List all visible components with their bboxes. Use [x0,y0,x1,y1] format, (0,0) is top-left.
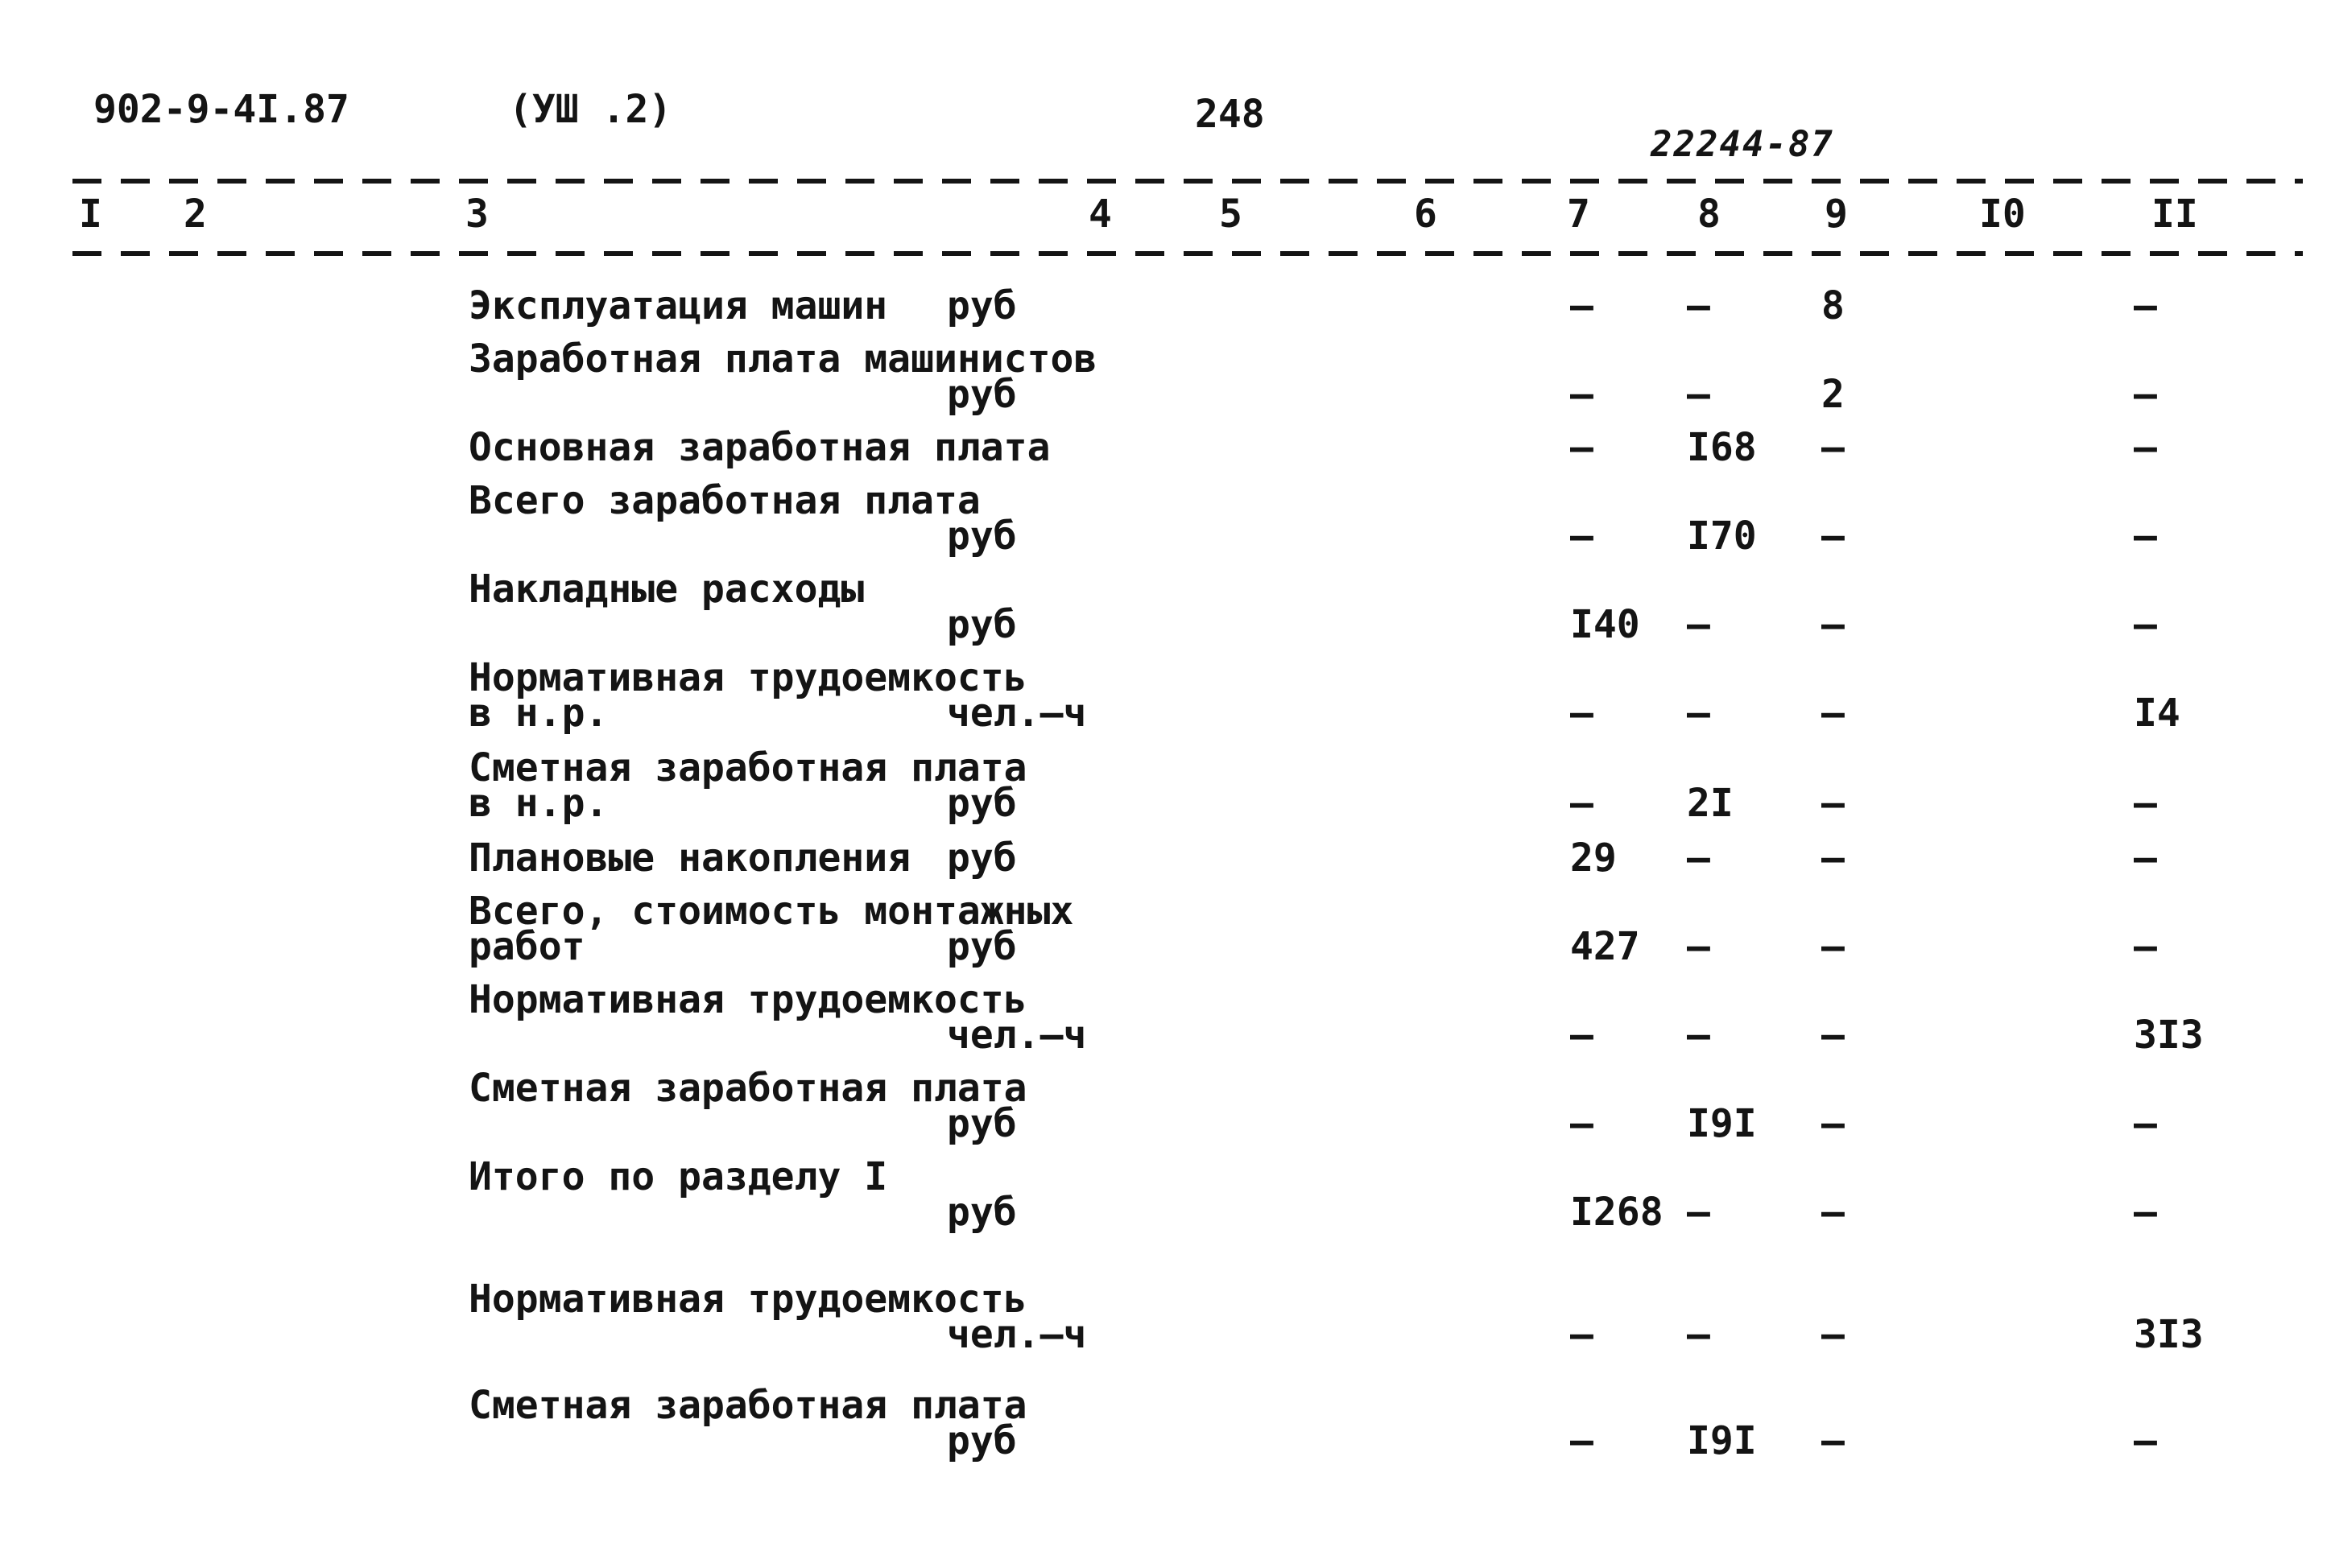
header-top-rule [72,179,2303,184]
cell-col11: – [2134,1418,2157,1463]
row-unit: руб [947,1101,1017,1146]
cell-col7: – [1570,1013,1593,1058]
row-unit: руб [947,836,1017,881]
cell-col9: – [1821,836,1845,881]
doc-code: 902-9-4I.87 [93,87,349,132]
row-label: работ [469,924,585,969]
col-header-11: II [2151,192,2198,237]
row-label: Заработная плата машинистов [469,336,1097,382]
col-header-5: 5 [1219,192,1242,237]
row-unit: руб [947,514,1017,559]
cell-col8: – [1687,1190,1710,1235]
row-label: Плановые накопления [469,836,911,881]
row-label: Основная заработная плата [469,425,1051,470]
cell-col8: – [1687,283,1710,328]
cell-col7: I40 [1570,602,1640,647]
cell-col11: – [2134,514,2157,559]
row-label: Всего заработная плата [469,478,981,523]
cell-col7: 29 [1570,836,1617,881]
cell-col8: I9I [1687,1101,1757,1146]
row-label: Итого по разделу I [469,1154,888,1199]
row-unit: руб [947,1418,1017,1463]
row-label: Эксплуатация машин [469,283,888,328]
cell-col11: – [2134,781,2157,826]
cell-col11: – [2134,425,2157,470]
cell-col8: – [1687,691,1710,736]
cell-col9: 8 [1821,283,1845,328]
row-unit: чел.–ч [947,691,1087,736]
cell-col11: – [2134,602,2157,647]
row-unit: руб [947,781,1017,826]
cell-col11: 3I3 [2134,1312,2204,1357]
cell-col7: I268 [1570,1190,1664,1235]
row-unit: руб [947,283,1017,328]
cell-col8: I70 [1687,514,1757,559]
cell-col11: – [2134,836,2157,881]
page-number: 248 [1195,92,1265,137]
col-header-6: 6 [1414,192,1437,237]
cell-col7: 427 [1570,924,1640,969]
cell-col8: – [1687,924,1710,969]
row-unit: руб [947,1190,1017,1235]
cell-col9: – [1821,691,1845,736]
col-header-1: I [79,192,102,237]
row-label: в н.р. [469,691,609,736]
col-header-10: I0 [1979,192,2026,237]
row-label: Сметная заработная плата [469,1066,1027,1111]
cell-col8: – [1687,372,1710,417]
cell-col7: – [1570,425,1593,470]
row-unit: чел.–ч [947,1312,1087,1357]
cell-col9: – [1821,602,1845,647]
cell-col11: – [2134,924,2157,969]
row-label: Всего, стоимость монтажных [469,889,1074,934]
cell-col9: – [1821,1190,1845,1235]
cell-col11: – [2134,372,2157,417]
col-header-4: 4 [1089,192,1112,237]
cell-col8: I9I [1687,1418,1757,1463]
col-header-7: 7 [1567,192,1590,237]
archive-stamp: 22244-87 [1651,124,1834,165]
cell-col9: – [1821,1013,1845,1058]
row-label: Сметная заработная плата [469,1383,1027,1428]
cell-col11: – [2134,1101,2157,1146]
cell-col11: – [2134,283,2157,328]
row-unit: руб [947,372,1017,417]
col-header-3: 3 [465,192,489,237]
cell-col11: I4 [2134,691,2180,736]
cell-col8: – [1687,836,1710,881]
cell-col9: – [1821,1418,1845,1463]
row-label: Нормативная трудоемкость [469,1277,1027,1322]
cell-col7: – [1570,514,1593,559]
cell-col9: – [1821,1312,1845,1357]
col-header-9: 9 [1825,192,1848,237]
cell-col8: I68 [1687,425,1757,470]
row-label: Накладные расходы [469,567,865,612]
col-header-8: 8 [1697,192,1721,237]
header-bottom-rule [72,251,2303,256]
cell-col8: – [1687,1013,1710,1058]
row-label: Нормативная трудоемкость [469,977,1027,1022]
row-label: Сметная заработная плата [469,745,1027,790]
cell-col7: – [1570,1312,1593,1357]
cell-col9: – [1821,425,1845,470]
cell-col8: 2I [1687,781,1734,826]
row-label: Нормативная трудоемкость [469,655,1027,700]
cell-col9: 2 [1821,372,1845,417]
cell-col7: – [1570,691,1593,736]
row-unit: чел.–ч [947,1013,1087,1058]
cell-col7: – [1570,781,1593,826]
cell-col7: – [1570,1101,1593,1146]
cell-col8: – [1687,602,1710,647]
col-header-2: 2 [184,192,207,237]
cell-col7: – [1570,1418,1593,1463]
cell-col9: – [1821,1101,1845,1146]
cell-col11: 3I3 [2134,1013,2204,1058]
cell-col9: – [1821,514,1845,559]
cell-col9: – [1821,781,1845,826]
row-unit: руб [947,924,1017,969]
row-label: в н.р. [469,781,609,826]
row-unit: руб [947,602,1017,647]
cell-col7: – [1570,372,1593,417]
section-label: (УШ .2) [509,87,672,132]
cell-col7: – [1570,283,1593,328]
cell-col11: – [2134,1190,2157,1235]
cell-col9: – [1821,924,1845,969]
cell-col8: – [1687,1312,1710,1357]
